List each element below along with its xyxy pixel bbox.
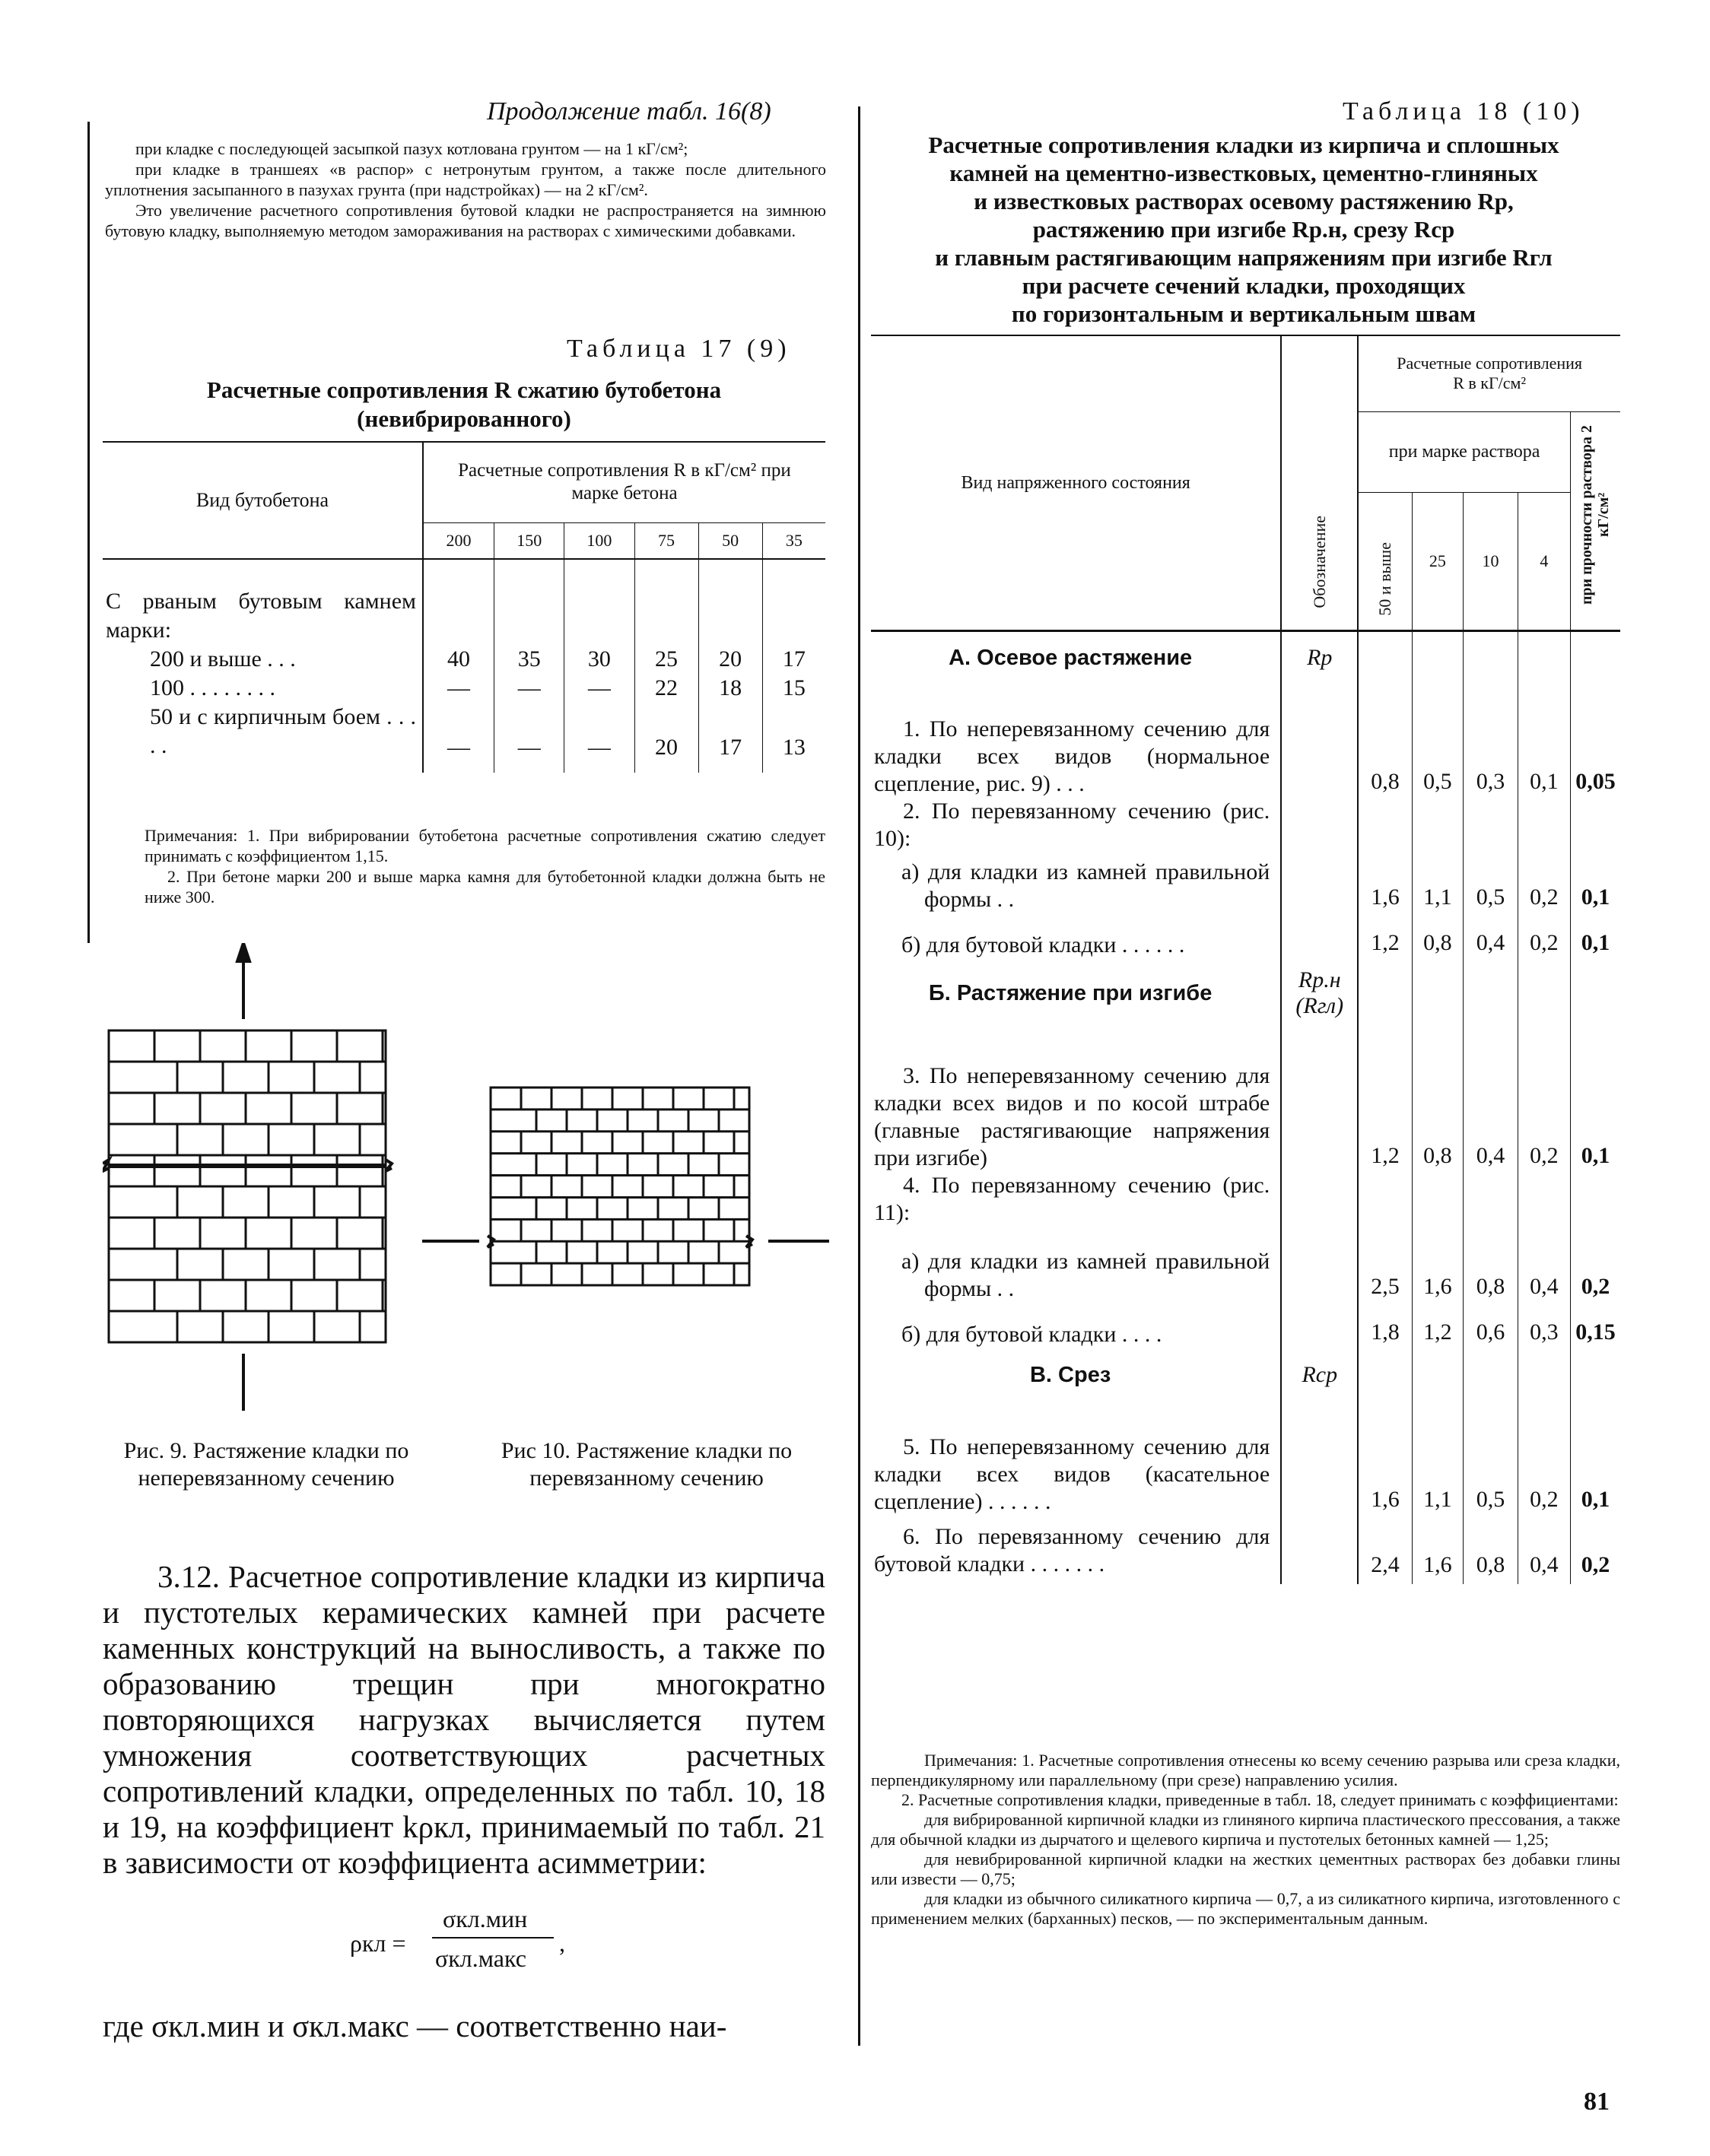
- value-cell: 0,1: [1581, 884, 1610, 910]
- value-cell: 2,4: [1358, 1516, 1412, 1584]
- brick-pattern: [109, 1030, 386, 1342]
- title-line: растяжению при изгибе Rр.н, срезу Rср: [1032, 216, 1455, 243]
- title-line: и известковых растворах осевому растяжению Rр,: [974, 188, 1514, 214]
- cell: 22: [634, 674, 698, 703]
- value-cell: 0,1: [1518, 684, 1570, 798]
- value-cell: [1570, 798, 1620, 853]
- symbol-cell: [1281, 798, 1358, 853]
- value-cell: 0,8: [1358, 684, 1412, 798]
- value-cell: 0,2: [1581, 1552, 1610, 1577]
- value-cell: 0,4: [1518, 1516, 1570, 1584]
- value-cell: 0,8: [1412, 913, 1464, 959]
- value-cell: [1412, 1172, 1464, 1227]
- value-cell: [1358, 798, 1412, 853]
- value-cell: 0,1: [1581, 1143, 1610, 1168]
- cell: —: [494, 703, 564, 773]
- cell: 13: [782, 735, 806, 760]
- table17-notes: [145, 825, 825, 907]
- table-row: [871, 913, 1620, 959]
- table18-title: [871, 131, 1616, 328]
- cell: 30: [564, 645, 634, 674]
- grade-cell: 35: [762, 522, 825, 559]
- value-cell: 1,2: [1358, 1027, 1412, 1172]
- value-cell: [1464, 959, 1518, 1027]
- cell: —: [423, 703, 494, 773]
- table17-group-label: С рваным бутовым камнем марки:: [103, 559, 423, 645]
- note: для невибрированной кирпичной кладки на жестких цементных растворах без добавки глины или извести — 0,75;: [871, 1850, 1620, 1888]
- cell: —: [564, 674, 634, 703]
- value-cell: 0,2: [1518, 1027, 1570, 1172]
- value-cell: 2,5: [1358, 1227, 1412, 1303]
- value-cell: 1,2: [1412, 1303, 1464, 1348]
- value-cell: [1412, 959, 1464, 1027]
- value-cell: [1358, 630, 1412, 684]
- table-row: [871, 959, 1620, 1027]
- table-row: [871, 798, 1620, 853]
- value-cell: 0,2: [1518, 1402, 1570, 1516]
- value-cell: [1518, 630, 1570, 684]
- grade-cell: 100: [564, 522, 634, 559]
- formula-denominator: σкл.макс: [435, 1945, 526, 1972]
- row-label: 6. По перевязанному сечению для бутовой кладки . . . . . . .: [871, 1516, 1281, 1584]
- cell: —: [564, 703, 634, 773]
- row-label: 5. По неперевязанному сечению для кладки всех видов (касательное сцепление) . . . . . .: [871, 1402, 1281, 1516]
- value-cell: [1518, 1348, 1570, 1402]
- row-label: 50 и с кирпичным боем . . . . .: [103, 703, 423, 773]
- grade-cell: 200: [423, 522, 494, 559]
- title-line: при расчете сечений кладки, проходящих: [1022, 272, 1466, 299]
- symbol-cell: [1281, 1402, 1358, 1516]
- symbol-cell: [1281, 913, 1358, 959]
- value-cell: 0,15: [1575, 1319, 1616, 1345]
- cell: 35: [494, 645, 564, 674]
- value-cell: 0,5: [1464, 1402, 1518, 1516]
- formula-lhs: ρкл =: [350, 1929, 406, 1957]
- row-label: а) для кладки из камней правильной формы . .: [871, 853, 1281, 913]
- value-cell: 1,6: [1358, 1402, 1412, 1516]
- table18-header-values: Расчетные сопротивления R в кГ/см²: [1358, 335, 1620, 411]
- symbol-cell: [1281, 1027, 1358, 1172]
- grade-cell: 50: [698, 522, 762, 559]
- table-row: [871, 1303, 1620, 1348]
- value-cell: 0,8: [1464, 1516, 1518, 1584]
- grade-cell: 75: [634, 522, 698, 559]
- value-cell: 0,5: [1464, 853, 1518, 913]
- value-cell: 1,2: [1358, 913, 1412, 959]
- note: Примечания: 1. При вибрировании бутобетона расчетные сопротивления сжатию следует принимать с коэффициентом 1,15.: [145, 826, 825, 865]
- value-cell: [1518, 798, 1570, 853]
- value-cell: 0,8: [1412, 1027, 1464, 1172]
- figure-10-masonry: [415, 1065, 841, 1293]
- table-row: [103, 674, 825, 703]
- row-label: 4. По перевязанному сечению (рис. 11):: [871, 1172, 1281, 1227]
- fig9-caption: Рис. 9. Растяжение кладки по неперевязанному сечению: [123, 1438, 409, 1491]
- table18-header-symbol-cell: [1281, 335, 1358, 630]
- value-cell: [1464, 1348, 1518, 1402]
- table-row: [871, 1027, 1620, 1172]
- text-line: при кладке в траншеях «в распор» с нетронутым грунтом, а также после длительного уплотнения засыпанного в пазухах грунта (при надстройках) — на 2 кГ/см².: [105, 160, 826, 199]
- row-label: 100 . . . . . . . .: [103, 674, 423, 703]
- table17-header-kind: Вид бутобетона: [103, 443, 423, 559]
- row-label: а) для кладки из камней правильной формы . .: [871, 1227, 1281, 1303]
- cell: 25: [634, 645, 698, 674]
- value-cell: 0,6: [1464, 1303, 1518, 1348]
- grade-cell: 4: [1518, 493, 1570, 630]
- grade-label: 50 и выше: [1375, 541, 1394, 616]
- table18-header-symbol: Обозначение: [1309, 515, 1329, 608]
- value-cell: [1518, 1172, 1570, 1227]
- table18-label: Таблица 18 (10): [1343, 97, 1584, 125]
- table-row: [871, 1402, 1620, 1516]
- row-label: 200 и выше . . .: [103, 645, 423, 674]
- row-label: б) для бутовой кладки . . . .: [871, 1303, 1281, 1348]
- symbol-cell: [1281, 684, 1358, 798]
- table18-header-strength-cell: [1570, 411, 1620, 630]
- value-cell: [1358, 959, 1412, 1027]
- grade-cell: [1358, 493, 1412, 630]
- figure-9-masonry: [103, 943, 407, 1430]
- symbol-cell: Rр: [1281, 630, 1358, 684]
- title-line: камней на цементно-известковых, цементно-глиняных: [949, 160, 1538, 186]
- left-margin-rule: [87, 122, 90, 943]
- formula-numerator: σкл.мин: [443, 1905, 528, 1932]
- note: 2. Расчетные сопротивления кладки, приведенные в табл. 18, следует принимать с коэффициентами:: [901, 1790, 1619, 1809]
- symbol-cell: [1281, 1227, 1358, 1303]
- note: для вибрированной кирпичной кладки из глиняного кирпича пластического прессования, а также для обычной кладки из дырчатого и щелевого кирпича и пустотелых бетонных камней — 1,25;: [871, 1810, 1620, 1849]
- break-line-icon: [103, 1160, 392, 1171]
- value-cell: 1,8: [1358, 1303, 1412, 1348]
- title-line: и главным растягивающим напряжениям при изгибе Rгл: [935, 244, 1553, 271]
- formula: [350, 1905, 654, 1981]
- table-row: [871, 630, 1620, 684]
- value-cell: 1,1: [1412, 1402, 1464, 1516]
- cell: 40: [423, 645, 494, 674]
- arrow-up-icon: [237, 943, 250, 1019]
- row-label: 2. По перевязанному сечению (рис. 10):: [871, 798, 1281, 853]
- cell: —: [423, 674, 494, 703]
- paragraph-number: 3.12.: [157, 1559, 220, 1594]
- value-cell: 0,8: [1464, 1227, 1518, 1303]
- value-cell: [1412, 630, 1464, 684]
- value-cell: [1464, 630, 1518, 684]
- continuation-caption: Продолжение табл. 16(8): [487, 97, 771, 125]
- value-cell: [1464, 1172, 1518, 1227]
- continuation-text: [105, 138, 826, 241]
- value-cell: [1358, 1348, 1412, 1402]
- grade-cell: 10: [1464, 493, 1518, 630]
- table-row: [871, 1516, 1620, 1584]
- section-heading: Б. Растяжение при изгибе: [871, 959, 1281, 1027]
- paragraph-text: Расчетное сопротивление кладки из кирпича и пустотелых керамических камней при расчете каменных конструкций на выносливость, а также по образованию трещин при многократно повторяющихся нагрузках вычисляется путем умножения соответствующих расчетных сопротивлений кладки, определенных по табл. 10, 18 и 19, на коэффициент kρкл, принимаемый по табл. 21 в зависимости от коэффициента асимметрии:: [103, 1559, 826, 1880]
- grade-cell: 150: [494, 522, 564, 559]
- value-cell: [1412, 798, 1464, 853]
- cell: 18: [698, 674, 762, 703]
- symbol-cell: Rр.н (Rгл): [1281, 959, 1358, 1027]
- fig10-caption: Рис 10. Растяжение кладки по перевязанному сечению: [501, 1438, 793, 1491]
- table17-title: Расчетные сопротивления R сжатию бутобетона (невибрированного): [206, 376, 722, 432]
- column-divider: [858, 106, 860, 2046]
- value-cell: 0,3: [1464, 684, 1518, 798]
- table17-header-values: Расчетные сопротивления R в кГ/см² при марке бетона: [423, 443, 825, 522]
- value-cell: 1,6: [1358, 853, 1412, 913]
- table17-label: Таблица 17 (9): [567, 335, 791, 363]
- table-row: [871, 1348, 1620, 1402]
- table-row: [103, 645, 825, 674]
- table17: [103, 441, 825, 773]
- row-label: 3. По неперевязанному сечению для кладки всех видов и по косой штрабе (главные растягивающие напряжения при изгибе): [871, 1027, 1281, 1172]
- cell: 15: [782, 675, 806, 700]
- value-cell: [1570, 1348, 1620, 1402]
- value-cell: [1412, 1348, 1464, 1402]
- symbol-cell: Rср: [1281, 1348, 1358, 1402]
- page-number: 81: [1584, 2088, 1610, 2116]
- value-cell: 0,3: [1518, 1303, 1570, 1348]
- value-cell: [1570, 959, 1620, 1027]
- bottom-line: где σкл.мин и σкл.макс — соответственно наи-: [103, 2008, 727, 2043]
- table-row: [103, 703, 825, 773]
- table18-header-kind: Вид напряженного состояния: [871, 335, 1281, 630]
- grade-cell: 25: [1412, 493, 1464, 630]
- value-cell: 0,5: [1412, 684, 1464, 798]
- table-row: [871, 1227, 1620, 1303]
- table-row: [871, 1172, 1620, 1227]
- value-cell: 0,2: [1581, 1274, 1610, 1299]
- value-cell: [1518, 959, 1570, 1027]
- row-label: б) для бутовой кладки . . . . . .: [871, 913, 1281, 959]
- value-cell: 0,2: [1518, 913, 1570, 959]
- cell: 17: [698, 703, 762, 773]
- section-heading: А. Осевое растяжение: [871, 630, 1281, 684]
- table18: [871, 335, 1620, 1584]
- value-cell: 0,05: [1575, 769, 1616, 794]
- value-cell: 1,6: [1412, 1516, 1464, 1584]
- value-cell: 1,1: [1412, 853, 1464, 913]
- fraction-bar: [432, 1937, 554, 1938]
- table18-header-grade: при марке раствора: [1358, 411, 1570, 493]
- note: Примечания: 1. Расчетные сопротивления отнесены ко всему сечению разрыва или среза кладки, перпендикулярному или параллельному (при срезе) направлению усилия.: [871, 1751, 1620, 1789]
- cell: —: [494, 674, 564, 703]
- symbol-cell: [1281, 1303, 1358, 1348]
- brick-pattern: [491, 1088, 749, 1285]
- value-cell: [1358, 1172, 1412, 1227]
- value-cell: 0,4: [1464, 913, 1518, 959]
- table-row: [871, 853, 1620, 913]
- cell: 20: [698, 645, 762, 674]
- value-cell: 0,4: [1464, 1027, 1518, 1172]
- row-label: 1. По неперевязанному сечению для кладки всех видов (нормальное сцепление, рис. 9) . . .: [871, 684, 1281, 798]
- value-cell: 0,4: [1518, 1227, 1570, 1303]
- title-line: Расчетные сопротивления кладки из кирпича и сплошных: [928, 132, 1559, 158]
- table18-header-strength: при прочности раствора 2 кГ/см²: [1578, 424, 1613, 605]
- value-cell: 0,1: [1581, 1487, 1610, 1512]
- text-line: при кладке с последующей засыпкой пазух котлована грунтом — на 1 кГ/см²;: [135, 139, 688, 158]
- formula-tail: ,: [559, 1929, 565, 1957]
- table-row: [871, 684, 1620, 798]
- cell: 17: [782, 646, 806, 672]
- symbol-cell: [1281, 853, 1358, 913]
- cell: 20: [634, 703, 698, 773]
- value-cell: [1570, 630, 1620, 684]
- value-cell: 0,1: [1581, 930, 1610, 955]
- symbol-cell: [1281, 1516, 1358, 1584]
- value-cell: [1464, 798, 1518, 853]
- value-cell: 0,2: [1518, 853, 1570, 913]
- table18-notes: [871, 1751, 1620, 1929]
- paragraph-3-12: [103, 1559, 825, 1881]
- note: для кладки из обычного силикатного кирпича — 0,7, а из силикатного кирпича, изготовленного с применением мелких (барханных) песков, — по экспериментальным данным.: [871, 1889, 1620, 1928]
- note: 2. При бетоне марки 200 и выше марка камня для бутобетонной кладки должна быть не ниже 300.: [145, 867, 825, 907]
- text-line: Это увеличение расчетного сопротивления бутовой кладки не распространяется на зимнюю бутовую кладку, выполняемую методом замораживания на растворах с химическими добавками.: [105, 201, 826, 240]
- title-line: по горизонтальным и вертикальным швам: [1011, 300, 1476, 327]
- value-cell: [1570, 1172, 1620, 1227]
- symbol-cell: [1281, 1172, 1358, 1227]
- section-heading: В. Срез: [871, 1348, 1281, 1402]
- value-cell: 1,6: [1412, 1227, 1464, 1303]
